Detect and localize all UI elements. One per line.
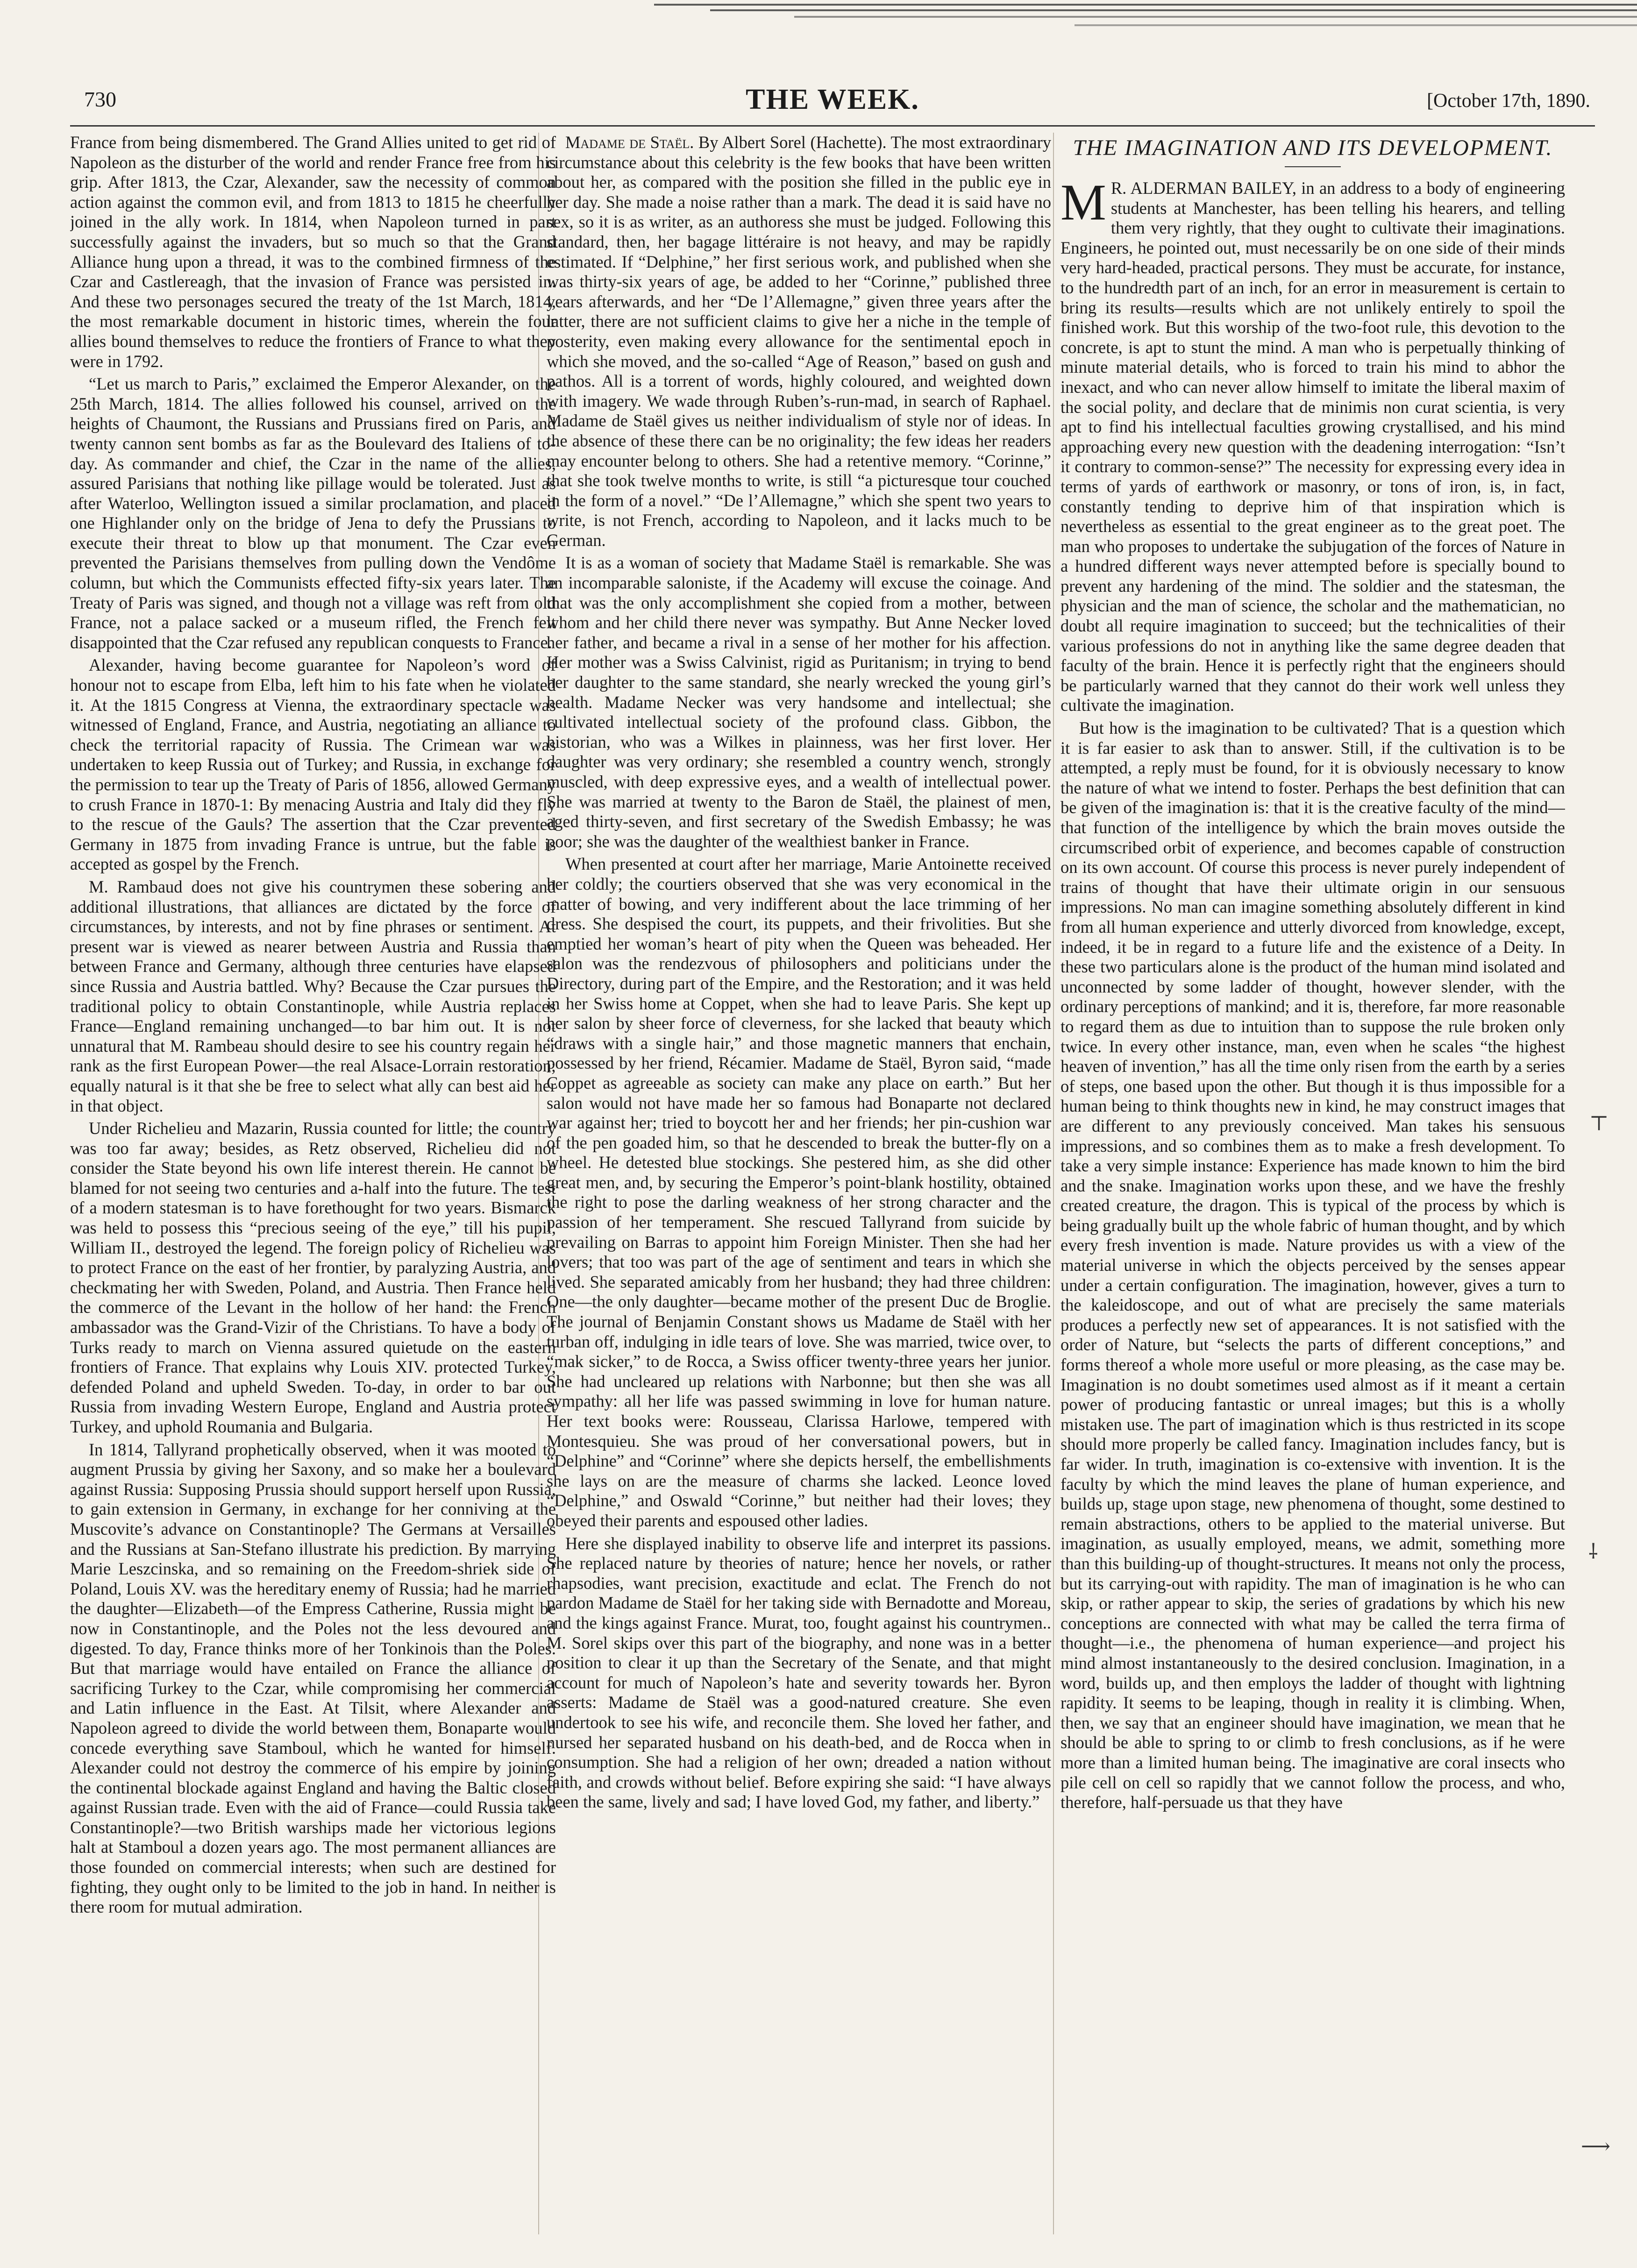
page-header [70,83,1595,127]
review-byline: By Albert Sorel (Hachette). [698,133,887,152]
margin-mark: ⟶ [1581,2135,1611,2158]
paragraph: Alexander, having become guarantee for Napoleon’s word of honour not to escape from Elba, left him to his fate when he violated it. At the 1815 Congress at Vienna, the extraordinary spectacle was witnessed of England, France, and Austria, negotiating an alliance to check the territorial rapacity of Russia. The Crimean war was undertaken to keep Russia out of Turkey; and Russia, in exchange for the permission to tear up the Treaty of Paris of 1856, allowed Germany to crush France in 1870-1: By menacing Austria and Italy did they fly to the rescue of the Gauls? The assertion that the Czar prevented Germany in 1875 from invading France is untrue, but the fable is accepted as gospel by the French. [70,655,556,874]
paragraph: Here she displayed inability to observe life and interpret its passions. She replaced nature by theories of nature; hence her novels, or rather rhapsodies, want precision, exactitude and eclat. The French do not pardon Madame de Staël for her taking side with Bernadotte and Moreau, and the kings against France. Murat, too, fought against his countrymen.. M. Sorel skips over this part of the biography, and none was in a better position to clear it up than the Secretary of the Senate, and that might account for much of Napoleon’s hate and severity towards her. Byron asserts: Madame de Staël was a good-natured creature. She even undertook to see his wife, and reconcile them. She loved her father, and nursed her separated husband on his death-bed, and de Rocca when in consumption. She had a religion of her own; dreaded a nation without faith, and crowds without belief. Before expiring she said: “I have always been the same, lively and sad; I have loved God, my father, and liberty.” [547,1533,1051,1812]
paragraph: When presented at court after her marriage, Marie Antoinette received her coldly; the courtiers observed that she was very economical in the matter of bowing, and very indifferent about the lace trimming of her dress. She despised the court, its puppets, and their frivolities. But she emptied her woman’s heart of pity when the Queen was beheaded. Her salon was the rendezvous of philosophers and politicians under the Directory, during part of the Empire, and the Restoration; and it was held in her Swiss home at Coppet, when she had to leave Paris. She kept up her salon by sheer force of cleverness, for she lacked that beauty which “draws with a single hair,” and those magnetic manners that enchain, possessed by her friend, Récamier. Madame de Staël, Byron said, “made Coppet as agreeable as society can make any place on earth.” But her salon would not have made her so famous had Bonaparte not declared war against her; tried to boycott her and her friends; her pin-cushion war of the pen goaded him, so that he descended to break the butter-fly on a wheel. He detested blue stockings. She pestered him, as she did other great men, and, by securing the Emperor’s point-blank hostility, obtained the right to pose the darling weakness of her strong character and the passion of her temperament. She rescued Tallyrand from suicide by prevailing on Barras to appoint him Foreign Minister. Then she had her lovers; that too was part of the age of sentiment and tears in which she lived. She separated amicably from her husband; they had three children: One—the only daughter—became mother of the present Duc de Broglie. The journal of Benjamin Constant shows us Madame de Staël with her turban off, indulging in idle tears of love. She was married, twice over, to “mak sicker,” to de Rocca, a Swiss officer twenty-three years her junior. She had uncleared up relations with Narbonne; but then she was all sympathy: all her life was passed swimming in love for human nature. Her text books were: Rousseau, Clarissa Harlowe, tempered with Montesquieu. She was proud of her conversational powers, but in “Delphine” and “Corinne” where she depicts herself, the embellishments she lays on are the measure of charms she lacked. Leonce loved “Delphine,” and Oswald “Corinne,” but neither had their loves; they obeyed their parents and espoused other ladies. [547,854,1051,1530]
title-rule [1285,166,1341,167]
column-2 [547,133,1051,2234]
paragraph: But how is the imagination to be cultivated? That is a question which it is far easier to ask than to answer. Still, if the cultivation is to be attempted, a reply must be found, for it is obviously necessary to know the nature of what we intend to foster. Perhaps the best definition that can be given of the imagination is: that it is the creative faculty of the mind—that function of the intelligence by which the brain moves outside the circumscribed orbit of experience, and becomes capable of construction on its own account. Of course this process is never purely independent of trains of thought that have their ultimate origin in our sensuous impressions. No man can imagine something absolutely different in kind from all human experience and utterly divorced from knowledge, except, indeed, it be in regard to a future life and the existence of a Deity. In these two particulars alone is the product of the human mind isolated and unconnected by some ladder of thought, however slender, with the ordinary perceptions of mankind; and it is, therefore, far more reasonable to regard them as due to intuition than to suppose the rule broken only twice. In every other instance, man, even when he scales “the highest heaven of invention,” has all the time only risen from the earth by a series of steps, one based upon the other. But though it is thus impossible for a human being to think thoughts new in kind, he may construct images that are different to any previously conceived. Man takes his sensuous impressions, and so combines them as to make a fresh development. To take a very simple instance: Experience has made known to him the bird and the snake. Imagination works upon these, and we have the freshly created creature, the dragon. This is typical of the process by which is being gradually built up the whole fabric of human thought, and by which every fresh invention is made. Nature provides us with a view of the material universe in which the objects perceived by the senses appear under a certain configuration. The imagination, however, gives a turn to the kaleidoscope, and out of what are precisely the same materials produces a perfectly new set of appearances. It is not satisfied with the order of Nature, but “selects the parts of different conceptions,” and forms thereof a whole more useful or more pleasing, as the case may be. Imagination is no doubt sometimes used almost as if it meant a certain power of producing fantastic or unreal images; but this is a wholly mistaken use. The part of imagination which is thus restricted in its scope should more properly be called fancy. Imagination includes fancy, but is far wider. In truth, imagination is co-extensive with invention. It is the faculty by which the mind leaves the plane of human experience, and builds up, stage upon stage, new phenomena of thought, some destined to remain abstractions, others to be applied to the material universe. But imagination, as usually employed, means, we admit, something more than this building-up of thought-structures. It means not only the process, but its carrying-out with rapidity. The man of imagination is he who can skip, or rather appear to skip, the series of gradations by which his new conceptions are connected with what may be called the terra firma of thought—i.e., the phenomena of human experience—and project his mind almost instantaneously to the desired conclusion. Imagination, in a word, builds up, and then employs the ladder of thought with lightning rapidity. It seems to be leaping, though in reality it is climbing. When, then, we say that an engineer should have imagination, we mean that he should be able to spring to or climb to fresh conclusions, as if he were more than a limited human being. The imaginative are coral insects who pile cell on cell so rapidly that we cannot follow the process, and who, therefore, half-persuade us that they have [1060,718,1565,1812]
article-title: THE IMAGINATION AND ITS DEVELOPMENT. [1073,135,1553,160]
column-3 [1060,133,1565,2234]
paragraph: France from being dismembered. The Grand Allies united to get rid of Napoleon as the disturber of the world and render France free from his grip. After 1813, the Czar, Alexander, saw the necessity of common action against the common evil, and from 1813 to 1815 he cheerfully joined in the ally work. In 1814, when Napoleon turned in part successfully against the invaders, but so much so that the Grand Alliance hung upon a thread, it was to the combined firmness of the Czar and Castlereagh, that the invasion of France was persisted in. And these two personages secured the treaty of the 1st March, 1814, the most remarkable document in historic times, wherein the four allies bound themselves to reduce the frontiers of France to what they were in 1792. [70,133,556,371]
review-heading: Madame de Staël. [565,133,694,152]
margin-mark: ⊤ [1589,1112,1609,1135]
column-divider [1053,133,1054,2234]
paragraph: In 1814, Tallyrand prophetically observed, when it was mooted to augment Prussia by giving her Saxony, and so make her a boulevard against Russia: Supposing Prussia should support herself upon Russia, to gain extension in Germany, in exchange for her conniving at the Muscovite’s advance on Constantinople? The Germans at Versailles and the Russians at San-Stefano illustrate his prediction. By marrying Marie Leszcinska, and so remaining on the Freedom-shriek side of Poland, Louis XV. was the hereditary enemy of Russia; had he married the daughter—Elizabeth—of the Empress Catherine, Russia might be now in Constantinople, and the Poles not the less devoured and digested. To day, France thinks more of her Tonkinois than the Poles. But that marriage would have entailed on France the alliance of sacrificing Turkey to the Czar, while compromising her commercial and Latin influence in the East. At Tilsit, where Alexander and Napoleon agreed to divide the world between them, Bonaparte would concede everything save Stamboul, which he wanted for himself. Alexander could not destroy the commerce of his empire by joining the continental blockade against England and having the Baltic closed against Russian trade. Even with the aid of France—could Russia take Constantinople?—two British warships made her victorious legions halt at Stamboul a dozen years ago. The most permanent alliances are those founded on commercial interests; when such are destined for fighting, they ought only to be limited to the job in hand. In neither is there room for mutual admiration. [70,1439,556,1917]
column-1 [70,133,556,2234]
scan-rules [654,0,1637,51]
review-lead [547,133,1051,550]
paragraph: The most extraordinary circumstance about this celebrity is the few books that have been written about her, as compared with the position she filled in the public eye in her day. She made a noise rather than a mark. The dead it is said have no sex, so it is as writer, as an authoress she must be judged. Following this standard, then, her bagage littéraire is not heavy, and may be rapidly estimated. If “Delphine,” her first serious work, and published when she was thirty-six years of age, be added to her “Corinne,” published three years afterwards, and her “De l’Allemagne,” given three years after the latter, there are not sufficient claims to give her a niche in the temple of posterity, even making every allowance for the sentimental epoch in which she moved, and the so-called “Age of Reason,” based on gush and pathos. All is a torrent of words, highly coloured, and weighted down with imagery. We wade through Ruben’s-run-mad, in search of Raphael. Madame de Staël gives us neither individualism of style nor of ideas. In the absence of these there can be no originality; the few ideas her readers may encounter belong to others. She had a retentive memory. “Corinne,” that she took twelve months to write, is still “a picturesque tour couched in the form of a novel.” “De l’Allemagne,” which she spent two years to write, is not French, according to Napoleon, and it lacks much to be German. [547,133,1051,550]
paragraph: It is as a woman of society that Madame Staël is remarkable. She was an incomparable saloniste, if the Academy will excuse the coinage. And that was the only accomplishment she copied from a mother, between whom and her child there never was sympathy. But Anne Necker loved her father, and became a rival in a sense of her mother for his affection. Her mother was a Swiss Calvinist, rigid as Puritanism; in trying to bend her daughter to the same standard, she nearly wrecked the young girl’s health. Madame Necker was very handsome and intellectual; she cultivated intellectual society of the profound class. Gibbon, the historian, who was a Wilkes in plainness, was her first lover. Her daughter was very ordinary; she resembled a country wench, strongly muscled, with deep expressive eyes, and a wealth of intellectual power. She was married at twenty to the Baron de Staël, the plainest of men, aged thirty-seven, and first secretary of the Swedish Embassy; he was poor; she was the daughter of the wealthiest banker in France. [547,553,1051,851]
paragraph: M. Rambaud does not give his countrymen these sobering and additional illustrations, that alliances are dictated by the force of circumstances, by interests, and not by fine phrases or sentiment. At present war is viewed as nearer between Austria and Russia than between France and Germany, although three centuries have elapsed since Russia and Austria battled. Why? Because the Czar pursues the traditional policy to obtain Constantinople, while Austria replaces France—England remaining unchanged—to bar him out. It is not unnatural that M. Rambeau should desire to see his country regain her rank as the first European Power—the real Alsace-Lorrain restoration; equally natural is it that she be free to select what ally can best aid her in that object. [70,877,556,1115]
page-number: 730 [84,87,116,111]
journal-title: THE WEEK. [746,84,919,115]
lead-text: R. ALDERMAN BAILEY, in an address to a body of engineering students at Manchester, has been telling his hearers, and telling them very rightly, that they ought to cultivate their imaginations. Engineers, he pointed out, must necessarily be on one side of their minds very hard-headed, practical persons. They must be accurate, for instance, to the hundredth part of an inch, for an error in measurement is certain to bring its results—results which are not unlikely entirely to spoil the finished work. But this worship of the two-foot rule, this devotion to the concrete, is apt to stunt the mind. A man who is perpetually thinking of minute material details, who is forced to train his mind to abhor the inexact, and who can never allow himself to imitate the liberal maxim of the social polity, and declare that de minimis non curat scientia, is very apt to find his intellectual faculties growing crystallised, and his mind approaching every new question with the deadening interrogation: “Isn’t it contrary to common-sense?” The necessity for expressing every idea in terms of yards of earthwork or masonry, or tons of iron, is, in fact, constantly tending to deprive him of that inspiration which is nevertheless as essential to the great engineer as to the great poet. The man who proposes to undertake the subjugation of the forces of Nature in a hundred different ways never attempted before is specially bound to prevent any hardening of the mind. The soldier and the statesman, the physician and the man of science, the scholar and the mathematician, no doubt all require imagination to succeed; but the technicalities of their various professions do not in anything like the same degree deaden that faculty of the brain. Hence it is perfectly right that the engineers should be particularly warned that they cannot do their work well unless they cultivate the imagination. [1060,178,1565,715]
issue-date: [October 17th, 1890. [1427,90,1590,112]
paragraph: “Let us march to Paris,” exclaimed the Emperor Alexander, on the 25th March, 1814. The allies followed his counsel, arrived on the heights of Chaumont, the Russians and Prussians fired on Paris, and twenty cannon sent bombs as far as the Boulevard des Italiens of to-day. As commander and chief, the Czar in the name of the allies, assured Parisians that nothing like pillage would be tolerated. Just as after Waterloo, Wellington issued a similar proclamation, and placed one Highlander only on the bridge of Jena to defy the Prussians to execute their threat to blow up that monument. The Czar even prevented the Parisians themselves from pulling down the Vendôme column, but which the Communists effected fifty-six years later. The Treaty of Paris was signed, and though not a village was reft from old France, not a palace sacked or a museum rifled, the French felt disappointed that the Czar refused any republican conquests to France. [70,374,556,652]
drop-cap: M [1060,174,1106,231]
margin-mark: ⸸ [1588,1540,1598,1563]
lead-paragraph [1060,174,1565,716]
paragraph: Under Richelieu and Mazarin, Russia counted for little; the country was too far away; besides, as Retz observed, Richelieu did not consider the State beyond his own life interest therein. He cannot be blamed for not seeing two centuries and a-half into the future. The test of a modern statesman is to have forethought for two years. Bismarck was held to possess this “precious seeing of the eye,” till his pupil, William II., destroyed the legend. The foreign policy of Richelieu was to protect France on the east of her frontier, by paralyzing Austria, and checkmating her with Sweden, Poland, and Austria. Then France held the commerce of the Levant in the hollow of her hand: the French ambassador was the Grand-Vizir of the Christians. To have a body of Turks ready to march on Vienna assured quietude on the eastern frontiers of France. That explains why Louis XIV. protected Turkey, defended Poland and upheld Sweden. To-day, in order to bar out Russia from invading Western Europe, England and Austria protect Turkey, and uphold Roumania and Bulgaria. [70,1119,556,1436]
